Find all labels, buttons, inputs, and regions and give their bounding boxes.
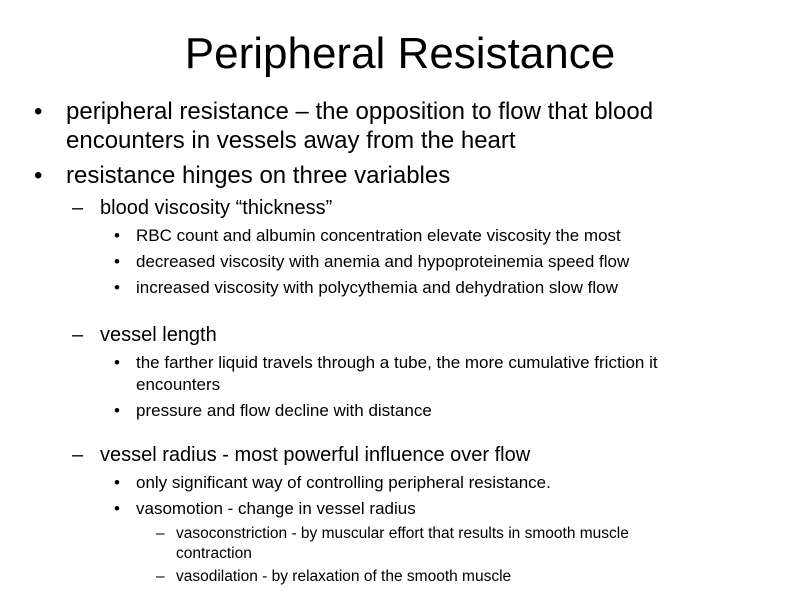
bullet-marker: • xyxy=(114,278,120,297)
dash-marker: – xyxy=(72,324,84,346)
list-item-text: pressure and flow decline with distance xyxy=(136,401,432,420)
list-item-text: increased viscosity with polycythemia and dehydration slow flow xyxy=(136,278,618,297)
bullet-marker: • xyxy=(114,226,120,245)
list-subitem-line: contraction xyxy=(176,545,252,562)
list-item xyxy=(114,472,786,494)
bullet-marker: • xyxy=(114,473,120,492)
dash-marker: – xyxy=(156,568,165,585)
list-item xyxy=(114,277,786,299)
list-item xyxy=(114,352,791,396)
bullet-marker: • xyxy=(114,499,120,518)
list-item-text: RBC count and albumin concentration elevate viscosity the most xyxy=(136,226,621,245)
bullet-peripheral-resistance xyxy=(34,97,786,155)
dash-marker: – xyxy=(156,525,165,542)
subbullet-blood-viscosity xyxy=(72,196,780,220)
list-item-line: the farther liquid travels through a tube, the more cumulative friction it xyxy=(136,353,658,372)
list-subitem xyxy=(156,524,786,564)
list-subitem-text: vasodilation - by relaxation of the smooth muscle xyxy=(176,568,512,585)
bullet-line: peripheral resistance – the opposition to flow that blood xyxy=(66,98,654,125)
dash-marker: – xyxy=(72,197,84,219)
list-subitem xyxy=(156,567,786,587)
bullet-marker: • xyxy=(114,401,120,420)
slide-title: Peripheral Resistance xyxy=(184,29,616,78)
list-item-text: decreased viscosity with anemia and hypoproteinemia speed flow xyxy=(136,252,630,271)
bullet-marker: • xyxy=(34,98,43,125)
list-item-text: vasomotion - change in vessel radius xyxy=(136,499,416,518)
bullet-line: encounters in vessels away from the heart xyxy=(66,127,516,154)
list-subitem-line: vasoconstriction - by muscular effort that results in smooth muscle xyxy=(176,525,629,542)
list-item xyxy=(114,400,786,422)
bullet-text: resistance hinges on three variables xyxy=(66,162,451,189)
bullet-marker: • xyxy=(114,252,120,271)
subbullet-text: blood viscosity “thickness” xyxy=(100,197,333,219)
list-item xyxy=(114,225,786,247)
list-item-text: only significant way of controlling peripheral resistance. xyxy=(136,473,551,492)
dash-marker: – xyxy=(72,444,84,466)
subbullet-vessel-radius xyxy=(72,443,780,467)
subbullet-text: vessel radius - most powerful influence over flow xyxy=(100,444,531,466)
subbullet-text: vessel length xyxy=(100,324,217,346)
list-item-line: encounters xyxy=(136,375,221,394)
bullet-marker: • xyxy=(34,162,43,189)
subbullet-vessel-length xyxy=(72,323,780,347)
list-item xyxy=(114,498,786,520)
bullet-three-variables xyxy=(34,161,786,190)
bullet-marker: • xyxy=(114,353,120,372)
list-item xyxy=(114,251,786,273)
